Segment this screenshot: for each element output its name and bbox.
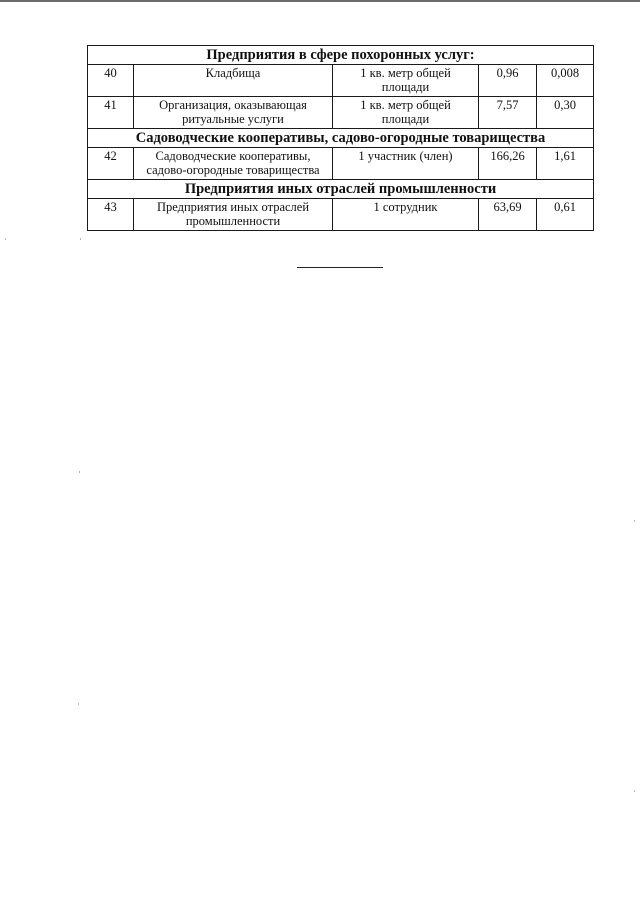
table-row — [88, 97, 594, 129]
table-row — [88, 148, 594, 180]
scan-speck — [634, 520, 635, 522]
enterprise-category: Кладбища — [134, 65, 333, 97]
section-header-row — [88, 180, 594, 199]
scan-speck — [80, 238, 81, 240]
norm-value-2: 1,61 — [537, 148, 594, 180]
row-number: 41 — [88, 97, 134, 129]
enterprise-category: Организация, оказывающая ритуальные услуги — [134, 97, 333, 129]
row-number: 40 — [88, 65, 134, 97]
table-row — [88, 65, 594, 97]
section-title: Предприятия в сфере похоронных услуг: — [88, 46, 594, 65]
calculation-unit: 1 кв. метр общей площади — [333, 97, 479, 129]
tariff-table — [87, 45, 594, 231]
calculation-unit: 1 сотрудник — [333, 199, 479, 231]
page-top-edge — [0, 0, 640, 2]
norm-value-2: 0,61 — [537, 199, 594, 231]
norm-value-2: 0,008 — [537, 65, 594, 97]
norm-value-1: 166,26 — [479, 148, 537, 180]
scan-speck — [79, 471, 80, 473]
enterprise-category: Садоводческие кооперативы, садово-огородные товарищества — [134, 148, 333, 180]
section-header-row — [88, 129, 594, 148]
section-header-row — [88, 46, 594, 65]
section-title: Садоводческие кооперативы, садово-огородные товарищества — [88, 129, 594, 148]
norm-value-2: 0,30 — [537, 97, 594, 129]
norm-value-1: 63,69 — [479, 199, 537, 231]
calculation-unit: 1 кв. метр общей площади — [333, 65, 479, 97]
norm-value-1: 7,57 — [479, 97, 537, 129]
scan-speck — [5, 238, 6, 240]
row-number: 43 — [88, 199, 134, 231]
table-row — [88, 199, 594, 231]
section-title: Предприятия иных отраслей промышленности — [88, 180, 594, 199]
row-number: 42 — [88, 148, 134, 180]
norm-value-1: 0,96 — [479, 65, 537, 97]
scan-speck — [634, 790, 635, 792]
end-of-document-rule — [297, 267, 383, 268]
enterprise-category: Предприятия иных отраслей промышленности — [134, 199, 333, 231]
calculation-unit: 1 участник (член) — [333, 148, 479, 180]
scan-speck — [78, 703, 79, 705]
